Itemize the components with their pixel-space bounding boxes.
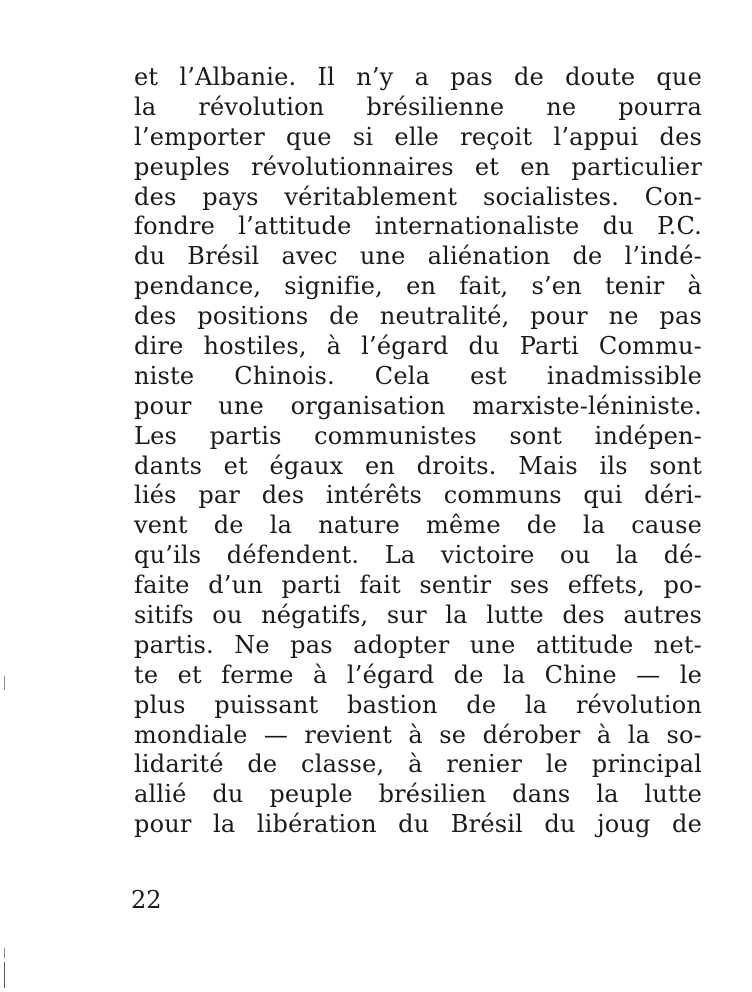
page-number: 22 <box>131 886 162 914</box>
text-line: et l’Albanie. Il n’y a pas de doute que <box>134 63 702 91</box>
scan-edge-mark <box>4 962 5 988</box>
text-line: allié du peuple brésilien dans la lutte <box>134 780 702 809</box>
scan-edge-mark <box>4 676 5 690</box>
text-line: peuples révolutionnaires et en particulier <box>134 152 702 181</box>
text-line: plus puissant bastion de la révolution <box>134 690 702 719</box>
scan-edge-mark <box>4 948 5 958</box>
text-line: dire hostiles, à l’égard du Parti Commu- <box>134 332 702 361</box>
body-text <box>134 63 702 840</box>
text-line: te et ferme à l’égard de la Chine — le <box>134 660 702 689</box>
text-line: partis. Ne pas adopter une attitude net- <box>134 630 702 659</box>
text-line: Les partis communistes sont indépen- <box>134 421 702 450</box>
text-line: qu’ils défendent. La victoire ou la dé- <box>134 541 702 570</box>
text-line: pour une organisation marxiste-léniniste. <box>134 391 702 420</box>
text-line: dants et égaux en droits. Mais ils sont <box>134 451 702 480</box>
text-line: du Brésil avec une aliénation de l’indé- <box>134 242 702 271</box>
text-line: niste Chinois. Cela est inadmissible <box>134 361 702 390</box>
text-line: la révolution brésilienne ne pourra <box>134 92 702 121</box>
text-line: sitifs ou négatifs, sur la lutte des autres <box>134 601 702 630</box>
text-line: liés par des intérêts communs qui déri- <box>134 481 702 510</box>
text-line: lidarité de classe, à renier le principal <box>134 750 702 779</box>
text-line: fondre l’attitude internationaliste du P.C. <box>134 212 702 241</box>
text-line: faite d’un parti fait sentir ses effets, po- <box>134 571 702 600</box>
text-line: mondiale — revient à se dérober à la so- <box>134 720 702 749</box>
text-line: pendance, signifie, en fait, s’en tenir à <box>134 272 702 301</box>
text-line: vent de la nature même de la cause <box>134 511 702 540</box>
text-line: des positions de neutralité, pour ne pas <box>134 302 702 331</box>
text-line: l’emporter que si elle reçoit l’appui des <box>134 122 702 151</box>
text-line: des pays véritablement socialistes. Con- <box>134 182 702 211</box>
text-line: pour la libération du Brésil du joug de <box>134 810 702 839</box>
